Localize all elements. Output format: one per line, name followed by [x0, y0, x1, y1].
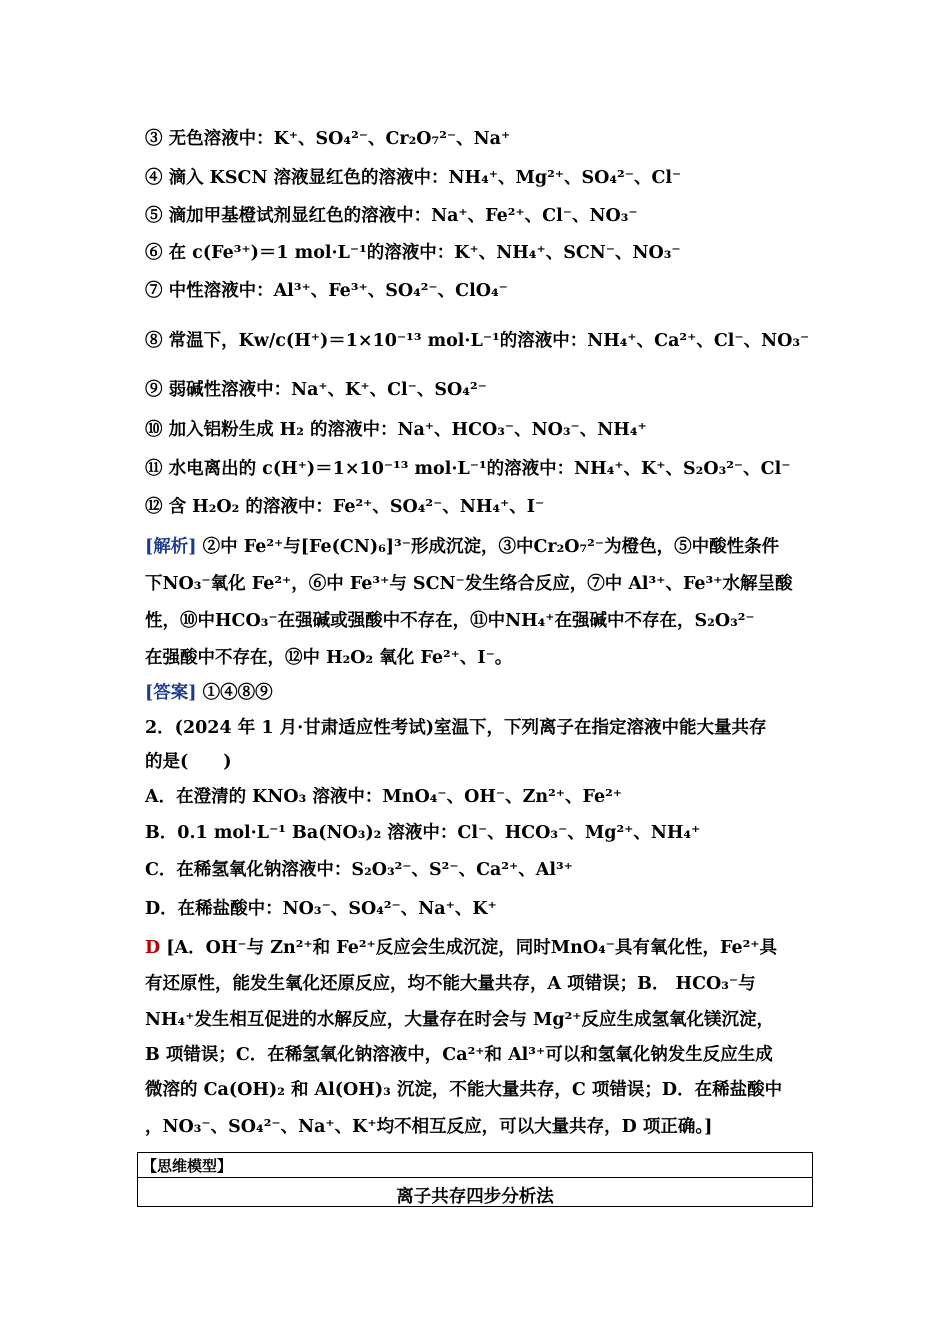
solution-text-1: [A．OH⁻与 Zn²⁺和 Fe²⁺反应会生成沉淀，同时MnO₄⁻具有氧化性，Fe²⁺具 [166, 938, 777, 958]
question-line-2: 的是( ) [145, 752, 232, 772]
analysis-line-2: 下NO₃⁻氧化 Fe²⁺，⑥中 Fe³⁺与 SCN⁻发生络合反应，⑦中 Al³⁺、Fe³⁺水解呈酸 [145, 574, 793, 594]
analysis-tag: [解析] [145, 537, 197, 557]
condition-9: ⑨ 弱碱性溶液中：Na⁺、K⁺、Cl⁻、SO₄²⁻ [145, 380, 487, 400]
condition-4: ④ 滴入 KSCN 溶液显红色的溶液中：NH₄⁺、Mg²⁺、SO₄²⁻、Cl⁻ [145, 168, 682, 188]
solution-line-5: 微溶的 Ca(OH)₂ 和 Al(OH)₃ 沉淀，不能大量共存，C 项错误；D．在稀盐酸中 [145, 1080, 783, 1100]
question-line-1: 2．(2024 年 1 月·甘肃适应性考试)室温下，下列离子在指定溶液中能大量共存 [145, 718, 767, 738]
solution-line-4: B 项错误；C．在稀氢氧化钠溶液中，Ca²⁺和 Al³⁺可以和氢氧化钠发生反应生成 [145, 1045, 773, 1065]
analysis-line-4: 在强酸中不存在，⑫中 H₂O₂ 氧化 Fe²⁺、I⁻。 [145, 648, 513, 668]
solution-line-6: ，NO₃⁻、SO₄²⁻、Na⁺、K⁺均不相互反应，可以大量共存，D 项正确。] [145, 1117, 713, 1137]
condition-8: ⑧ 常温下，Kw/c(H⁺)＝1×10⁻¹³ mol·L⁻¹的溶液中：NH₄⁺、Ca²⁺、Cl⁻、NO₃⁻ [145, 331, 810, 351]
option-a: A．在澄清的 KNO₃ 溶液中：MnO₄⁻、OH⁻、Zn²⁺、Fe²⁺ [145, 787, 623, 807]
solution-letter: D [145, 938, 161, 958]
option-c: C．在稀氢氧化钠溶液中：S₂O₃²⁻、S²⁻、Ca²⁺、Al³⁺ [145, 860, 573, 880]
thinking-model-label: 【思维模型】 [142, 1157, 233, 1175]
condition-12: ⑫ 含 H₂O₂ 的溶液中：Fe²⁺、SO₄²⁻、NH₄⁺、I⁻ [145, 497, 545, 517]
option-b: B．0.1 mol·L⁻¹ Ba(NO₃)₂ 溶液中：Cl⁻、HCO₃⁻、Mg²⁺、NH₄⁺ [145, 823, 701, 843]
analysis-text-1: ②中 Fe²⁺与[Fe(CN)₆]³⁻形成沉淀，③中Cr₂O₇²⁻为橙色，⑤中酸性条件 [202, 537, 780, 557]
condition-10: ⑩ 加入铝粉生成 H₂ 的溶液中：Na⁺、HCO₃⁻、NO₃⁻、NH₄⁺ [145, 420, 647, 440]
analysis-line-3: 性，⑩中HCO₃⁻在强碱或强酸中不存在，⑪中NH₄⁺在强碱中不存在，S₂O₃²⁻ [145, 611, 755, 631]
solution-line-2: 有还原性，能发生氧化还原反应，均不能大量共存，A 项错误；B． HCO₃⁻与 [145, 974, 756, 994]
answer-value: ①④⑧⑨ [202, 683, 273, 703]
option-d: D．在稀盐酸中：NO₃⁻、SO₄²⁻、Na⁺、K⁺ [145, 899, 497, 919]
condition-11: ⑪ 水电离出的 c(H⁺)＝1×10⁻¹³ mol·L⁻¹的溶液中：NH₄⁺、K⁺、S₂O₃²⁻、Cl⁻ [145, 459, 791, 479]
analysis-line-1 [145, 535, 779, 559]
condition-5: ⑤ 滴加甲基橙试剂显红色的溶液中：Na⁺、Fe²⁺、Cl⁻、NO₃⁻ [145, 206, 638, 226]
thinking-model-divider [138, 1177, 812, 1178]
condition-6: ⑥ 在 c(Fe³⁺)＝1 mol·L⁻¹的溶液中：K⁺、NH₄⁺、SCN⁻、NO₃⁻ [145, 243, 681, 263]
thinking-model-box [137, 1152, 813, 1207]
condition-7: ⑦ 中性溶液中：Al³⁺、Fe³⁺、SO₄²⁻、ClO₄⁻ [145, 281, 508, 301]
condition-3: ③ 无色溶液中：K⁺、SO₄²⁻、Cr₂O₇²⁻、Na⁺ [145, 129, 511, 149]
thinking-model-title: 离子共存四步分析法 [396, 1187, 554, 1207]
answer-tag: [答案] [145, 683, 197, 703]
solution-line-3: NH₄⁺发生相互促进的水解反应，大量存在时会与 Mg²⁺反应生成氢氧化镁沉淀， [145, 1010, 775, 1030]
solution-line-1 [145, 936, 777, 960]
answer-line [145, 681, 273, 705]
